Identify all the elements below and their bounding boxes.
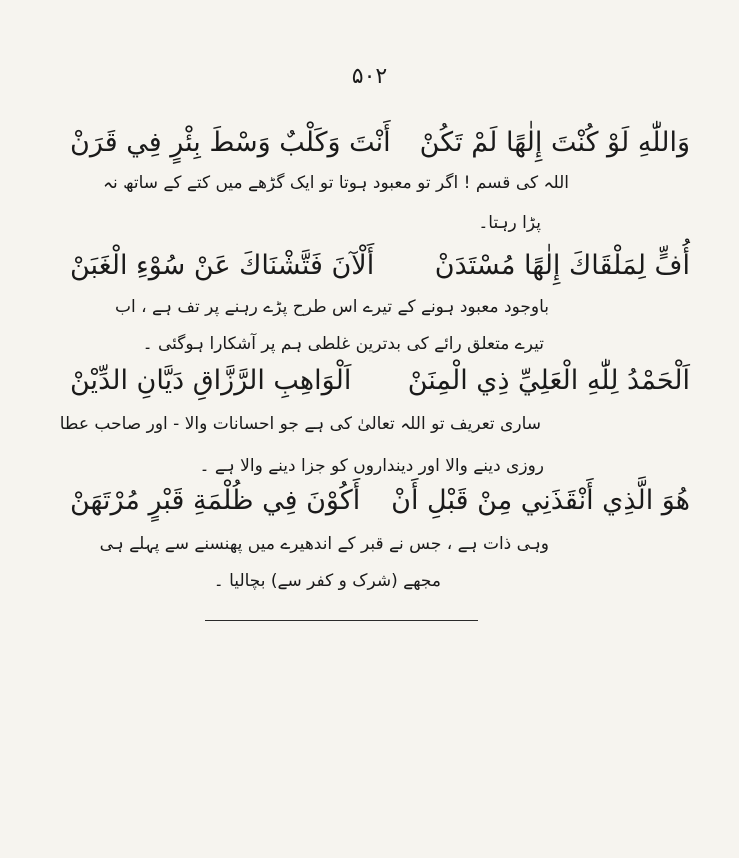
verse-hemistich-left: أَلْآنَ فَتَّشْنَاكَ عَنْ سُوْءِ الْغَبَنْ xyxy=(70,249,375,281)
verse-line-4 xyxy=(70,478,690,522)
translation-line: باوجود معبود ہونے کے تیرے اس طرح پڑے رہنے پر تف ہے ، اب xyxy=(115,297,549,317)
verse-hemistich-right: هُوَ الَّذِي أَنْقَذَنِي مِنْ قَبْلِ أَنْ xyxy=(391,484,690,516)
verse-hemistich-left: أَنْتَ وَكَلْبٌ وَسْطَ بِئْرٍ فِي قَرَنْ xyxy=(70,126,391,158)
page-number: ۵۰۲ xyxy=(351,64,388,89)
translation-line: تیرے متعلق رائے کی بدترین غلطی ہم پر آشکارا ہوگئی ۔ xyxy=(142,334,544,354)
translation-line: اللہ کی قسم ! اگر تو معبود ہوتا تو ایک گڑھے میں کتے کے ساتھ نہ xyxy=(103,173,569,193)
verse-line-1 xyxy=(70,120,690,164)
verse-line-2 xyxy=(70,243,690,287)
translation-line: ساری تعریف تو اللہ تعالیٰ کی ہے جو احسانات والا - اور صاحب عطا xyxy=(59,414,541,434)
translation-line: وہی ذات ہے ، جس نے قبر کے اندھیرے میں پھنسنے سے پہلے ہی xyxy=(99,534,549,554)
translation-line: پڑا رہتا۔ xyxy=(478,213,541,233)
verse-hemistich-left: أَكُوْنَ فِي ظُلْمَةِ قَبْرٍ مُرْتَهَنْ xyxy=(70,484,361,516)
verse-line-3 xyxy=(70,358,690,402)
verse-hemistich-right: أُفٍّ لِمَلْقَاكَ إِلٰهًا مُسْتَدَنْ xyxy=(434,249,690,281)
translation-line: مجھے (شرک و کفر سے) بچالیا ۔ xyxy=(213,571,441,591)
verse-hemistich-left: اَلْوَاهِبِ الرَّزَّاقِ دَيَّانِ الدِّيْنْ xyxy=(70,364,352,396)
verse-hemistich-right: اَلْحَمْدُ لِلّٰهِ الْعَلِيِّ ذِي الْمِنَنْ xyxy=(407,364,690,396)
translation-line: روزی دینے والا اور دینداروں کو جزا دینے والا ہے ۔ xyxy=(199,456,544,476)
closing-rule xyxy=(205,620,478,621)
verse-hemistich-right: وَاللّٰهِ لَوْ كُنْتَ إِلٰهًا لَمْ تَكُنْ xyxy=(419,126,690,158)
